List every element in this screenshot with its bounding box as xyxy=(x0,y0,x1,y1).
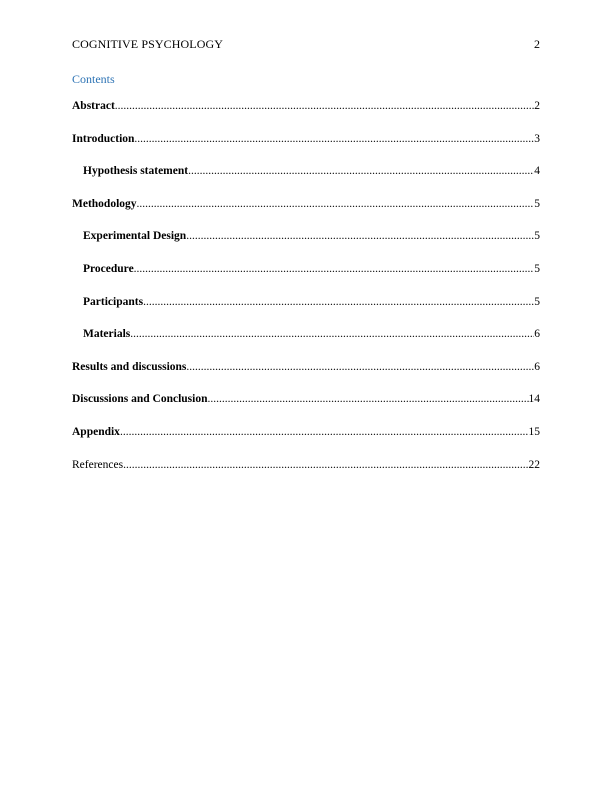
toc-entry-title[interactable]: Materials xyxy=(83,328,131,341)
toc-entry-title[interactable]: Procedure xyxy=(83,262,134,275)
toc-entry-page[interactable]: 3 xyxy=(534,132,540,145)
toc-entry-page[interactable]: 2 xyxy=(534,100,540,112)
toc-dot-leader xyxy=(115,98,534,114)
toc-entry-page[interactable]: 15 xyxy=(528,425,540,438)
toc-entry-title[interactable]: Experimental Design xyxy=(83,230,187,243)
toc-entry-participants[interactable] xyxy=(72,294,540,310)
toc-dot-leader xyxy=(208,391,529,407)
toc-entry-hypothesis-statement[interactable] xyxy=(72,163,540,179)
toc-dot-leader xyxy=(120,424,529,440)
toc-entry-page[interactable]: 22 xyxy=(528,458,540,471)
toc-entry-page[interactable]: 5 xyxy=(534,230,540,243)
toc-entry-title[interactable]: References xyxy=(72,458,124,471)
toc-heading: Contents xyxy=(72,72,115,86)
page-number: 2 xyxy=(534,37,540,51)
toc-entry-discussions-and-conclusion[interactable] xyxy=(72,391,540,407)
toc-dot-leader xyxy=(134,131,534,147)
toc-dot-leader xyxy=(134,261,535,277)
toc-entry-introduction[interactable] xyxy=(72,131,540,147)
toc-entry-page[interactable]: 5 xyxy=(534,295,540,308)
toc-dot-leader xyxy=(186,359,534,375)
toc-dot-leader xyxy=(143,294,534,310)
toc-entry-title[interactable]: Methodology xyxy=(72,197,137,210)
toc-entry-title[interactable]: Hypothesis statement xyxy=(83,165,189,178)
toc-entry-references[interactable] xyxy=(72,457,540,473)
toc-entry-materials[interactable] xyxy=(72,326,540,342)
table-of-contents xyxy=(72,98,540,489)
toc-entry-page[interactable]: 5 xyxy=(534,262,540,275)
toc-dot-leader xyxy=(123,457,528,473)
toc-entry-title[interactable]: Participants xyxy=(83,295,144,308)
toc-entry-title[interactable]: Discussions and Conclusion xyxy=(72,393,208,406)
running-head-title: COGNITIVE PSYCHOLOGY xyxy=(72,37,223,51)
toc-entry-page[interactable]: 5 xyxy=(534,197,540,210)
toc-entry-title[interactable]: Results and discussions xyxy=(72,360,187,373)
toc-dot-leader xyxy=(130,326,534,342)
toc-entry-procedure[interactable] xyxy=(72,261,540,277)
toc-entry-page[interactable]: 14 xyxy=(528,393,540,406)
toc-entry-results-and-discussions[interactable] xyxy=(72,359,540,375)
toc-entry-abstract[interactable] xyxy=(72,98,540,114)
toc-entry-page[interactable]: 6 xyxy=(534,360,540,373)
toc-entry-page[interactable]: 4 xyxy=(534,165,540,178)
toc-dot-leader xyxy=(186,228,534,244)
toc-dot-leader xyxy=(188,163,534,179)
toc-dot-leader xyxy=(137,196,535,212)
toc-entry-methodology[interactable] xyxy=(72,196,540,212)
toc-entry-appendix[interactable] xyxy=(72,424,540,440)
toc-entry-title[interactable]: Appendix xyxy=(72,425,120,438)
running-head xyxy=(72,36,540,52)
toc-entry-title[interactable]: Introduction xyxy=(72,132,135,145)
toc-entry-page[interactable]: 6 xyxy=(534,328,540,341)
toc-entry-title[interactable]: Abstract xyxy=(72,100,115,112)
toc-entry-experimental-design[interactable] xyxy=(72,228,540,244)
